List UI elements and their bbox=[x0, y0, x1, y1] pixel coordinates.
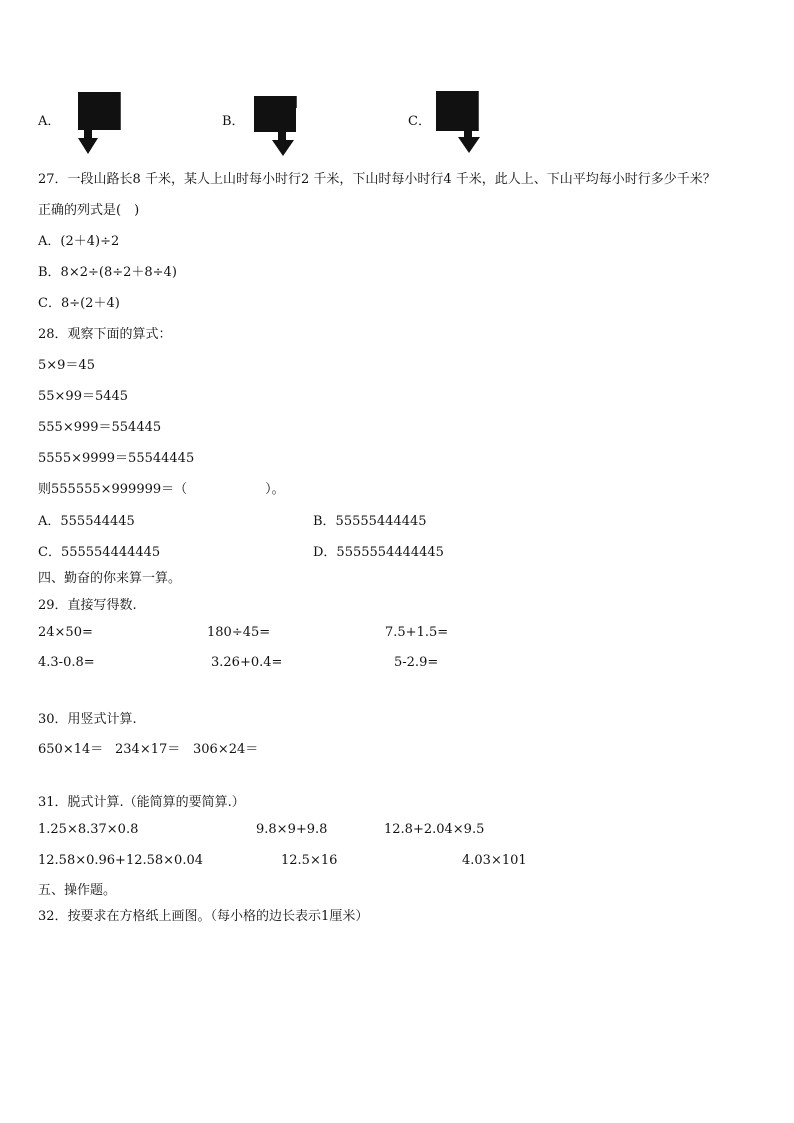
q32-stem: 32．按要求在方格纸上画图。（每小格的边长表示1厘米） bbox=[38, 909, 369, 924]
option-c-label: C． bbox=[408, 114, 431, 129]
q30-item-2: 234×17＝ bbox=[115, 742, 181, 757]
q31-stem: 31．脱式计算.（能简算的要简算.） bbox=[38, 795, 245, 810]
q29-item-6: 5-2.9= bbox=[394, 655, 439, 670]
q28-option-d: D．5555554444445 bbox=[313, 545, 444, 560]
q28-question: 则555555×999999＝（ ）。 bbox=[38, 482, 285, 497]
q31-item-1: 1.25×8.37×0.8 bbox=[38, 822, 139, 837]
q28-stem: 28．观察下面的算式： bbox=[38, 327, 172, 342]
q31-item-4: 12.58×0.96+12.58×0.04 bbox=[38, 853, 204, 868]
q29-item-3: 7.5+1.5= bbox=[385, 625, 449, 640]
q30-item-3: 306×24＝ bbox=[193, 742, 259, 757]
option-b-shape bbox=[252, 94, 302, 160]
q28-option-c: C．555554444445 bbox=[38, 545, 161, 560]
q28-option-b: B．55555444445 bbox=[313, 514, 427, 529]
q28-option-a: A．555544445 bbox=[38, 514, 135, 529]
q27-option-c: C．8÷(2＋4) bbox=[38, 296, 120, 311]
option-c-shape bbox=[434, 89, 484, 155]
q27-option-a: A．(2＋4)÷2 bbox=[38, 234, 120, 249]
q29-item-1: 24×50= bbox=[38, 625, 93, 640]
q28-line-2: 55×99＝5445 bbox=[38, 389, 129, 404]
q31-item-3: 12.8+2.04×9.5 bbox=[384, 822, 485, 837]
q28-line-3: 555×999＝554445 bbox=[38, 420, 162, 435]
q27-option-b: B．8×2÷(8÷2＋8÷4) bbox=[38, 265, 177, 280]
q31-item-6: 4.03×101 bbox=[462, 853, 527, 868]
section-5-heading: 五、操作题。 bbox=[38, 883, 117, 898]
q27-stem-2: 正确的列式是( ) bbox=[38, 203, 140, 218]
q28-line-4: 5555×9999＝55544445 bbox=[38, 451, 195, 466]
option-b-label: B． bbox=[222, 114, 245, 129]
q29-item-2: 180÷45= bbox=[207, 625, 271, 640]
q30-stem: 30．用竖式计算. bbox=[38, 712, 137, 727]
option-a-shape bbox=[76, 90, 124, 156]
q30-item-1: 650×14＝ bbox=[38, 742, 104, 757]
q31-item-5: 12.5×16 bbox=[281, 853, 338, 868]
option-a-label: A． bbox=[38, 114, 61, 129]
q27-stem: 27．一段山路长8 千米，某人上山时每小时行2 千米，下山时每小时行4 千米，此人上、下山平均每小时行多少千米？ bbox=[38, 172, 716, 187]
q29-stem: 29．直接写得数. bbox=[38, 598, 137, 613]
q29-item-4: 4.3-0.8= bbox=[38, 655, 95, 670]
q28-line-1: 5×9＝45 bbox=[38, 358, 95, 373]
section-4-heading: 四、勤奋的你来算一算。 bbox=[38, 571, 182, 586]
q31-item-2: 9.8×9+9.8 bbox=[256, 822, 328, 837]
q29-item-5: 3.26+0.4= bbox=[211, 655, 283, 670]
